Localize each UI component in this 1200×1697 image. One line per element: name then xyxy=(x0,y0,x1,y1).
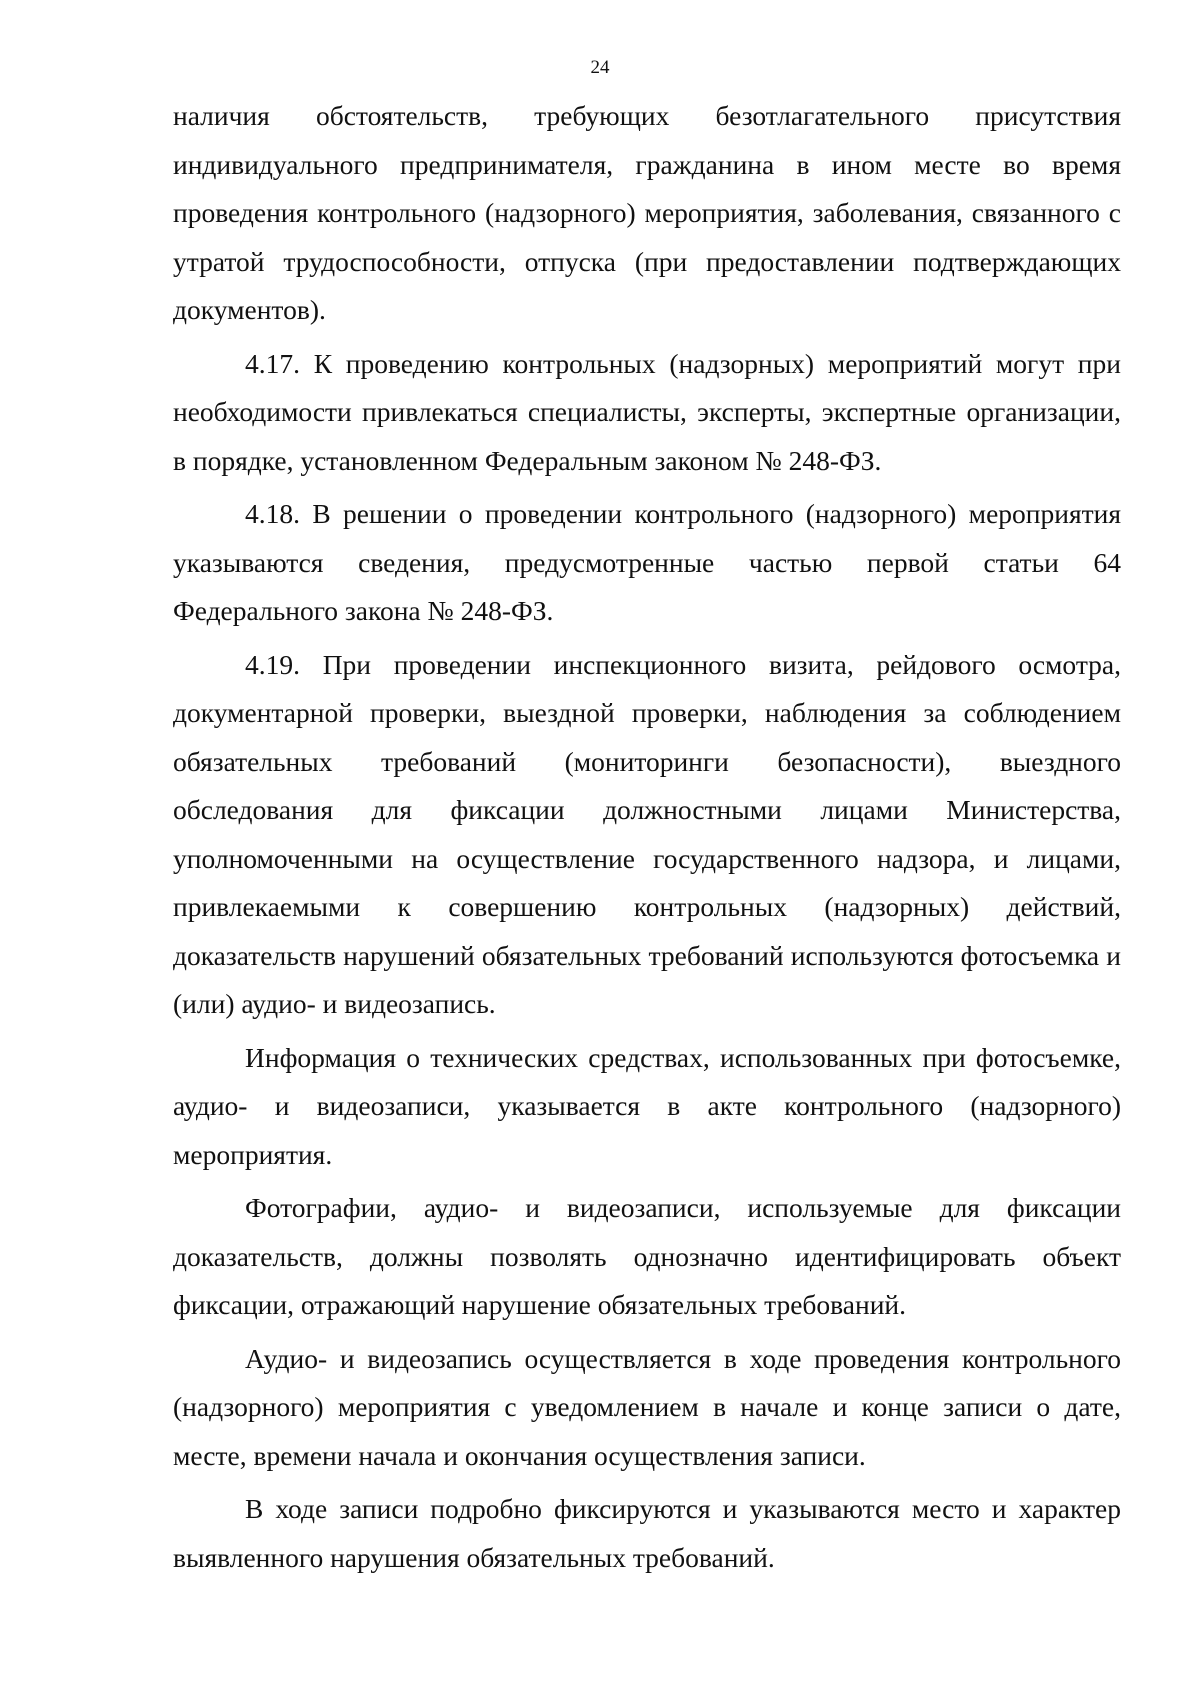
paragraph-4-18: 4.18. В решении о проведении контрольного (надзорного) мероприятия указываются сведения, предусмотренные частью первой статьи 64 Федерального закона № 248-ФЗ. xyxy=(173,498,1121,626)
paragraph-4-17: 4.17. К проведению контрольных (надзорных) мероприятий могут при необходимости привлекаться специалисты, эксперты, экспертные организации, в порядке, установленном Федеральным законом № 248-ФЗ. xyxy=(173,347,1121,476)
paragraph-technical-means: Информация о технических средствах, использованных при фотосъемке, аудио- и видеозаписи, указывается в акте контрольного (надзорного) мероприятия. xyxy=(173,1041,1121,1170)
paragraph-4-19: 4.19. При проведении инспекционного визита, рейдового осмотра, документарной проверки, выездной проверки, наблюдения за соблюдением обязательных требований (мониторинги безопасности), выездного обследования для фиксации должностными лицами Министерства, уполномоченными на осуществление государственного надзора, и лицами, привлекаемыми к совершению контрольных (надзорных) действий, доказательств нарушений обязательных требований используются фотосъемка и (или) аудио- и видеозапись. xyxy=(173,648,1121,1019)
paragraph-recording-details: В ходе записи подробно фиксируются и указываются место и характер выявленного нарушения обязательных требований. xyxy=(173,1493,1121,1573)
paragraph-photos: Фотографии, аудио- и видеозаписи, используемые для фиксации доказательств, должны позволять однозначно идентифицировать объект фиксации, отражающий нарушение обязательных требований. xyxy=(173,1192,1121,1320)
page-number: 24 xyxy=(590,57,610,78)
paragraph-continuation: наличия обстоятельств, требующих безотлагательного присутствия индивидуального предпринимателя, гражданина в ином месте во время проведения контрольного (надзорного) мероприятия, заболевания, связанного с утратой трудоспособности, отпуска (при предоставлении подтверждающих документов). xyxy=(173,100,1121,325)
paragraph-audio-video: Аудио- и видеозапись осуществляется в ходе проведения контрольного (надзорного) мероприятия с уведомлением в начале и конце записи о дате, месте, времени начала и окончания осуществления записи. xyxy=(173,1342,1121,1471)
document-body xyxy=(173,92,1121,1587)
